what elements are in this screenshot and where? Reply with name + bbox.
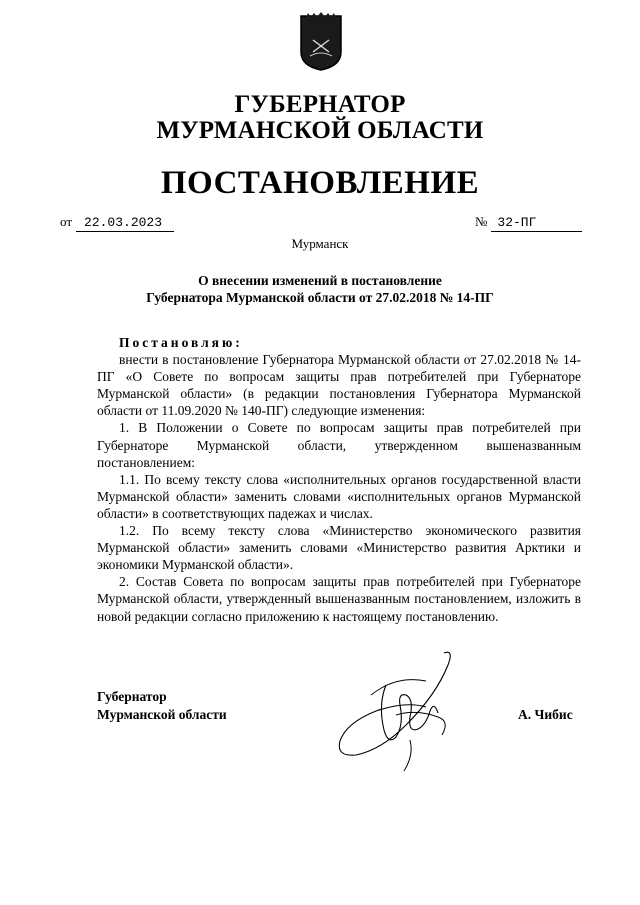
authority-title-line2: МУРМАНСКОЙ ОБЛАСТИ <box>156 117 484 144</box>
coat-of-arms-icon <box>298 12 344 72</box>
number-prefix: № <box>475 214 488 229</box>
date-prefix: от <box>60 214 73 229</box>
document-city: Мурманск <box>291 236 349 251</box>
body-intro: внести в постановление Губернатора Мурманской области от 27.02.2018 № 14-ПГ «О Совете по вопросам защиты прав потребителей при Губернаторе Мурманской области» (в редакции постановления Губернатора Мурманской области от 11.09.2020 № 140-ПГ) следующие изменения: <box>97 352 581 419</box>
signatory-title <box>97 688 227 724</box>
number-value: 32-ПГ <box>491 215 582 232</box>
document-date <box>60 214 174 232</box>
subject-line1: О внесении изменений в постановление <box>198 273 442 288</box>
signatory-title-line2: Мурманской области <box>97 707 227 722</box>
document-number <box>475 214 582 232</box>
decree-word: Постановляю: <box>119 335 243 350</box>
subject-line2: Губернатора Мурманской области от 27.02.2018 № 14-ПГ <box>146 290 494 305</box>
document-subject <box>0 272 640 306</box>
signatory-title-line1: Губернатор <box>97 689 167 704</box>
signatory-name: А. Чибис <box>518 707 573 722</box>
body-item-2: 2. Состав Совета по вопросам защиты прав потребителей при Губернаторе Мурманской области, утвержденный вышеназванным постановлением, изложить в новой редакции согласно приложению к настоящему постановлению. <box>97 574 581 624</box>
date-value: 22.03.2023 <box>76 215 174 232</box>
body-item-1: 1. В Положении о Совете по вопросам защиты прав потребителей при Губернаторе Мурманской области, утвержденном вышеназванным постановлением: <box>97 420 581 470</box>
document-body <box>97 334 581 625</box>
authority-title-line1: ГУБЕРНАТОР <box>234 91 406 118</box>
body-item-1-1: 1.1. По всему тексту слова «исполнительных органов государственной власти Мурманской области» заменить словами «исполнительных органов Мурманской области» в соответствующих падежах и числах. <box>97 471 581 521</box>
handwritten-signature <box>326 645 476 775</box>
body-item-1-2: 1.2. По всему тексту слова «Министерство экономического развития Мурманской области» заменить словами «Министерство развития Арктики и экономики Мурманской области». <box>97 523 581 573</box>
document-type-title: ПОСТАНОВЛЕНИЕ <box>160 165 480 201</box>
